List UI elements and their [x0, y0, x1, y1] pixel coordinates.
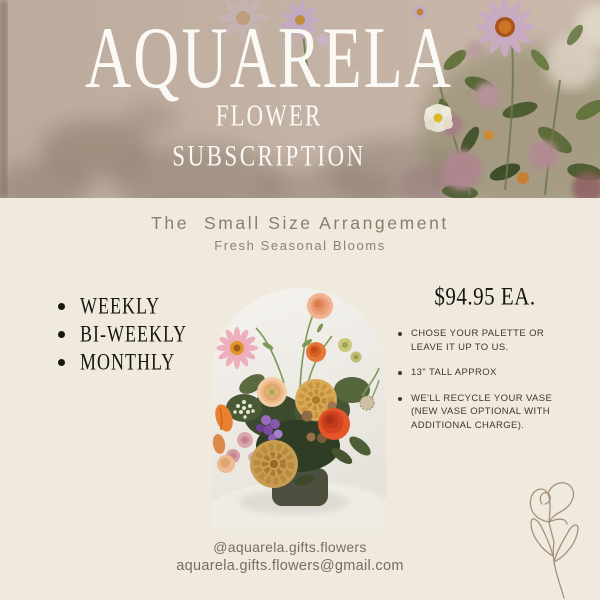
arrangement-arch-photo: [212, 288, 386, 530]
detail-text: CHOSE YOUR PALETTE OR LEAVE IT UP TO US.: [411, 328, 545, 353]
bullet-dot-icon: [58, 303, 65, 310]
offer-details-list: [398, 327, 574, 444]
bullet-dot-icon: [398, 397, 402, 401]
price-value: $94.95 EA.: [434, 281, 536, 311]
frequency-label: MONTHLY: [80, 348, 176, 375]
detail-item-palette: [398, 327, 574, 354]
footer-contact-block: [0, 538, 580, 576]
brand-title: AQUARELA: [85, 8, 453, 107]
section-heading: [0, 213, 600, 253]
instagram-handle: @aquarela.gifts.flowers: [213, 539, 367, 555]
hero-subscription-label: SUBSCRIPTION: [172, 139, 366, 172]
frequency-option-weekly: [58, 292, 187, 319]
bullet-dot-icon: [398, 332, 402, 336]
detail-item-vase: [398, 392, 574, 433]
hero-flower-label: FLOWER: [215, 98, 323, 133]
bullet-dot-icon: [398, 371, 402, 375]
section-title: The Small Size Arrangement: [151, 213, 449, 233]
bullet-dot-icon: [58, 359, 65, 366]
hero-photo: [0, 0, 600, 198]
price: [400, 281, 570, 311]
hero-title-block: [0, 0, 600, 198]
arrangement-illustration: [212, 288, 386, 530]
frequency-label: BI-WEEKLY: [80, 320, 188, 347]
email-address: aquarela.gifts.flowers@gmail.com: [176, 558, 404, 574]
frequency-label: WEEKLY: [80, 292, 161, 319]
bullet-dot-icon: [58, 331, 65, 338]
frequency-options-list: [58, 292, 188, 381]
detail-item-height: [398, 366, 574, 380]
flower-line-art-icon: [498, 478, 598, 600]
detail-text: 13" TALL APPROX: [411, 367, 497, 378]
frequency-option-biweekly: [58, 320, 188, 347]
section-subtitle: Fresh Seasonal Blooms: [214, 238, 386, 253]
detail-text: WE'LL RECYCLE YOUR VASE (NEW VASE OPTIONAL WITH ADDITIONAL CHARGE).: [411, 392, 553, 431]
frequency-option-monthly: [58, 348, 187, 375]
